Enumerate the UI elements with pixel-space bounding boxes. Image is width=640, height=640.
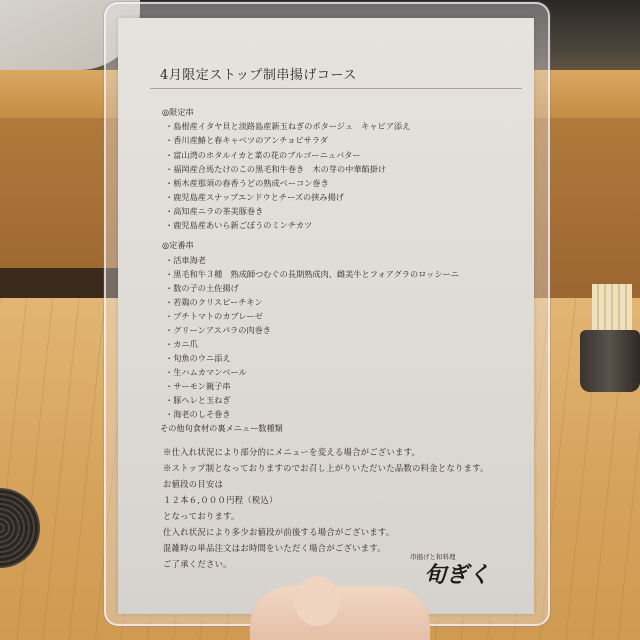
menu-item: ・若鶏のクリスピーチキン [165, 297, 263, 307]
thumb [294, 576, 340, 626]
price-guide: １２本６,０００円程（税込） [163, 495, 278, 505]
hand [250, 586, 430, 640]
menu-item: ・豚ヘレと玉ねぎ [165, 395, 231, 405]
menu-item: ・旬魚のウニ添え [165, 353, 231, 363]
menu-note: お値段の目安は [163, 479, 224, 489]
menu-item: ・プチトマトのカプレーゼ [165, 311, 263, 321]
skewer-cup [580, 330, 640, 392]
menu-item: ・グリーンアスパラの肉巻き [165, 325, 271, 335]
menu-item: ・栃木産那須の春香うどの熟成ベーコン巻き [165, 178, 329, 188]
menu-item: ・サーモン親子串 [165, 381, 231, 391]
menu-item: ・海老のしそ巻き [165, 409, 231, 419]
menu-item: ・黒毛和牛３種 熟成師つむぐの長期熟成肉、雌美牛とフォアグラのロッシーニ [165, 269, 459, 279]
section-heading-standard: ◎定番串 [162, 240, 194, 250]
menu-item: ・数の子の土佐揚げ [165, 283, 239, 293]
store-logo: 旬ぎく [424, 562, 491, 588]
store-subtitle: 串揚げと和料理 [410, 553, 456, 561]
section-heading-limited: ◎限定串 [162, 107, 194, 117]
menu-item: ・高知産ニラの茶美豚巻き [165, 206, 264, 216]
menu-title: 4月限定ストップ制串揚げコース [160, 68, 357, 83]
menu-note: ご了承ください。 [163, 559, 232, 569]
menu-note: 混雑時の単品注文はお時間をいただく場合がございます。 [163, 543, 386, 553]
menu-item: ・鹿児島産あいら新ごぼうのミンチカツ [165, 220, 313, 230]
menu-item: ・生ハムカマンベール [165, 367, 247, 377]
menu-item: ・カニ爪 [165, 339, 198, 349]
menu-item: ・香川産鰆と春キャベツのアンチョビサラダ [165, 135, 329, 145]
menu-note: 仕入れ状況により多少お値段が前後する場合がございます。 [163, 527, 395, 537]
skewer-sticks [592, 284, 632, 334]
menu-note: ※ストップ制となっておりますのでお召し上がりいただいた品数の料金となります。 [163, 463, 489, 473]
menu-item: ・活車海老 [165, 255, 206, 265]
menu-item: ・島根産イタヤ貝と淡路島産新玉ねぎのポタージュ キャビア添え [165, 121, 411, 131]
menu-item: ・鹿児島産スナップエンドウとチーズの挟み揚げ [165, 192, 344, 202]
menu-note: となっております。 [163, 511, 240, 521]
menu-item: ・富山湾のホタルイカと菜の花のブルゴーニュバター [165, 150, 361, 160]
menu-item-other: その他旬食材の裏メニュー数種類 [160, 423, 283, 433]
menu-note: ※仕入れ状況により部分的にメニューを変える場合がございます。 [163, 447, 421, 457]
menu-item: ・福岡産合馬たけのこの黒毛和牛巻き 木の芽の中華餡掛け [165, 164, 387, 174]
title-underline [150, 88, 522, 89]
